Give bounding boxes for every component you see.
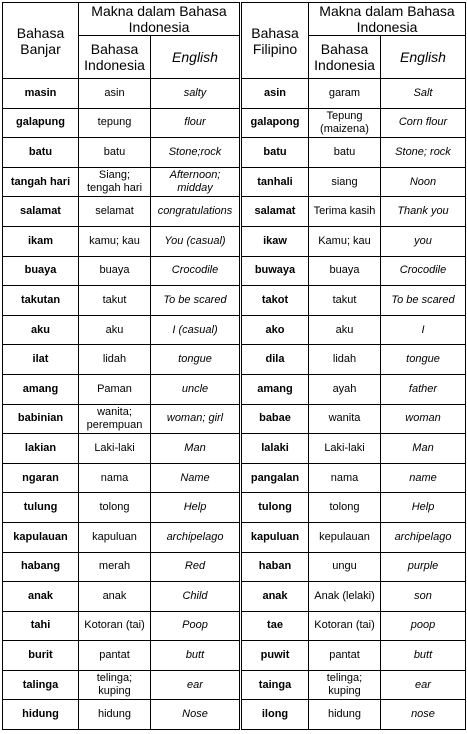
filipino-indonesian: lidah (309, 345, 381, 375)
filipino-indonesian: nama (309, 463, 381, 493)
banjar-word: galapung (3, 108, 79, 138)
banjar-indonesian: aku (79, 315, 151, 345)
banjar-indonesian: tolong (79, 493, 151, 523)
filipino-word: haban (241, 552, 309, 582)
banjar-word: amang (3, 374, 79, 404)
filipino-english: archipelago (381, 522, 466, 552)
banjar-indonesian: merah (79, 552, 151, 582)
banjar-english: Nose (151, 700, 241, 730)
banjar-english: uncle (151, 374, 241, 404)
table-row (3, 552, 466, 582)
banjar-indonesian: kamu; kau (79, 226, 151, 256)
banjar-word: batu (3, 138, 79, 168)
banjar-indonesian: kapuluan (79, 522, 151, 552)
banjar-word: lakian (3, 434, 79, 464)
banjar-word: kapulauan (3, 522, 79, 552)
banjar-word: salamat (3, 197, 79, 227)
table-row (3, 611, 466, 641)
filipino-word: anak (241, 582, 309, 612)
header-makna-banjar: Makna dalam Bahasa Indonesia (79, 3, 241, 36)
filipino-word: dila (241, 345, 309, 375)
filipino-indonesian: Tepung (maizena) (309, 108, 381, 138)
banjar-english: To be scared (151, 286, 241, 316)
filipino-indonesian: Kotoran (tai) (309, 611, 381, 641)
banjar-indonesian: lidah (79, 345, 151, 375)
table-row (3, 434, 466, 464)
banjar-word: aku (3, 315, 79, 345)
filipino-indonesian: Kamu; kau (309, 226, 381, 256)
banjar-indonesian: hidung (79, 700, 151, 730)
banjar-indonesian: pantat (79, 641, 151, 671)
table-row (3, 404, 466, 434)
filipino-indonesian: tolong (309, 493, 381, 523)
table-row (3, 286, 466, 316)
filipino-english: son (381, 582, 466, 612)
banjar-word: anak (3, 582, 79, 612)
filipino-word: ikaw (241, 226, 309, 256)
header-indonesia-2: Bahasa Indonesia (309, 36, 381, 79)
banjar-english: Red (151, 552, 241, 582)
table-row (3, 315, 466, 345)
table-row (3, 167, 466, 197)
banjar-indonesian: Laki-laki (79, 434, 151, 464)
banjar-indonesian: nama (79, 463, 151, 493)
filipino-english: Man (381, 434, 466, 464)
filipino-word: batu (241, 138, 309, 168)
filipino-word: kapuluan (241, 522, 309, 552)
header-makna-filipino: Makna dalam Bahasa Indonesia (309, 3, 466, 36)
header-filipino: Bahasa Filipino (241, 3, 309, 79)
header-indonesia-1: Bahasa Indonesia (79, 36, 151, 79)
filipino-word: lalaki (241, 434, 309, 464)
banjar-word: tahi (3, 611, 79, 641)
filipino-word: tainga (241, 670, 309, 700)
table-row (3, 522, 466, 552)
filipino-indonesian: Anak (lelaki) (309, 582, 381, 612)
banjar-indonesian: batu (79, 138, 151, 168)
filipino-english: Salt (381, 79, 466, 109)
header-banjar: Bahasa Banjar (3, 3, 79, 79)
table-row (3, 493, 466, 523)
banjar-english: Crocodile (151, 256, 241, 286)
banjar-word: buaya (3, 256, 79, 286)
banjar-indonesian: Siang; tengah hari (79, 167, 151, 197)
banjar-english: Man (151, 434, 241, 464)
banjar-indonesian: tepung (79, 108, 151, 138)
table-row (3, 700, 466, 730)
filipino-english: Thank you (381, 197, 466, 227)
table-row (3, 641, 466, 671)
banjar-english: salty (151, 79, 241, 109)
filipino-word: galapong (241, 108, 309, 138)
filipino-indonesian: kepulauan (309, 522, 381, 552)
banjar-english: Poop (151, 611, 241, 641)
filipino-indonesian: takut (309, 286, 381, 316)
filipino-word: ilong (241, 700, 309, 730)
filipino-english: you (381, 226, 466, 256)
table-row (3, 108, 466, 138)
filipino-english: Corn flour (381, 108, 466, 138)
filipino-english: Crocodile (381, 256, 466, 286)
banjar-indonesian: takut (79, 286, 151, 316)
filipino-word: tanhali (241, 167, 309, 197)
filipino-english: father (381, 374, 466, 404)
filipino-indonesian: ayah (309, 374, 381, 404)
banjar-indonesian: Paman (79, 374, 151, 404)
filipino-english: purple (381, 552, 466, 582)
filipino-indonesian: aku (309, 315, 381, 345)
filipino-english: woman (381, 404, 466, 434)
banjar-word: masin (3, 79, 79, 109)
banjar-english: Child (151, 582, 241, 612)
filipino-english: Noon (381, 167, 466, 197)
banjar-word: habang (3, 552, 79, 582)
table-row (3, 345, 466, 375)
banjar-english: I (casual) (151, 315, 241, 345)
filipino-indonesian: Laki-laki (309, 434, 381, 464)
filipino-word: tulong (241, 493, 309, 523)
comparison-table (2, 2, 466, 730)
banjar-indonesian: asin (79, 79, 151, 109)
table-row (3, 670, 466, 700)
filipino-indonesian: Terima kasih (309, 197, 381, 227)
banjar-english: Afternoon; midday (151, 167, 241, 197)
banjar-indonesian: wanita; perempuan (79, 404, 151, 434)
filipino-indonesian: pantat (309, 641, 381, 671)
filipino-english: butt (381, 641, 466, 671)
filipino-word: puwit (241, 641, 309, 671)
banjar-english: Help (151, 493, 241, 523)
header-row (3, 3, 466, 36)
banjar-word: ilat (3, 345, 79, 375)
banjar-english: Stone;rock (151, 138, 241, 168)
banjar-indonesian: Kotoran (tai) (79, 611, 151, 641)
filipino-english: To be scared (381, 286, 466, 316)
table-row (3, 256, 466, 286)
banjar-english: woman; girl (151, 404, 241, 434)
table-row (3, 79, 466, 109)
banjar-english: butt (151, 641, 241, 671)
table-row (3, 138, 466, 168)
filipino-indonesian: hidung (309, 700, 381, 730)
filipino-english: ear (381, 670, 466, 700)
header-english-2: English (381, 36, 466, 79)
table-row (3, 226, 466, 256)
banjar-english: tongue (151, 345, 241, 375)
table-row (3, 463, 466, 493)
table-row (3, 374, 466, 404)
banjar-indonesian: telinga; kuping (79, 670, 151, 700)
banjar-word: babinian (3, 404, 79, 434)
filipino-indonesian: telinga; kuping (309, 670, 381, 700)
filipino-word: pangalan (241, 463, 309, 493)
filipino-english: tongue (381, 345, 466, 375)
filipino-word: amang (241, 374, 309, 404)
banjar-word: ikam (3, 226, 79, 256)
banjar-word: tulung (3, 493, 79, 523)
filipino-word: babae (241, 404, 309, 434)
banjar-word: hidung (3, 700, 79, 730)
filipino-indonesian: buaya (309, 256, 381, 286)
filipino-english: Stone; rock (381, 138, 466, 168)
banjar-indonesian: selamat (79, 197, 151, 227)
filipino-english: Help (381, 493, 466, 523)
filipino-word: takot (241, 286, 309, 316)
banjar-word: ngaran (3, 463, 79, 493)
filipino-indonesian: ungu (309, 552, 381, 582)
filipino-indonesian: garam (309, 79, 381, 109)
banjar-indonesian: buaya (79, 256, 151, 286)
banjar-word: tangah hari (3, 167, 79, 197)
filipino-indonesian: wanita (309, 404, 381, 434)
banjar-indonesian: anak (79, 582, 151, 612)
filipino-english: nose (381, 700, 466, 730)
filipino-word: asin (241, 79, 309, 109)
table-row (3, 582, 466, 612)
filipino-word: tae (241, 611, 309, 641)
banjar-english: flour (151, 108, 241, 138)
table-row (3, 197, 466, 227)
banjar-english: ear (151, 670, 241, 700)
filipino-english: name (381, 463, 466, 493)
banjar-english: You (casual) (151, 226, 241, 256)
filipino-word: salamat (241, 197, 309, 227)
header-english-1: English (151, 36, 241, 79)
banjar-word: takutan (3, 286, 79, 316)
filipino-word: ako (241, 315, 309, 345)
filipino-word: buwaya (241, 256, 309, 286)
filipino-indonesian: siang (309, 167, 381, 197)
banjar-word: talinga (3, 670, 79, 700)
filipino-english: I (381, 315, 466, 345)
banjar-english: Name (151, 463, 241, 493)
banjar-english: archipelago (151, 522, 241, 552)
filipino-indonesian: batu (309, 138, 381, 168)
banjar-word: burit (3, 641, 79, 671)
banjar-english: congratulations (151, 197, 241, 227)
filipino-english: poop (381, 611, 466, 641)
